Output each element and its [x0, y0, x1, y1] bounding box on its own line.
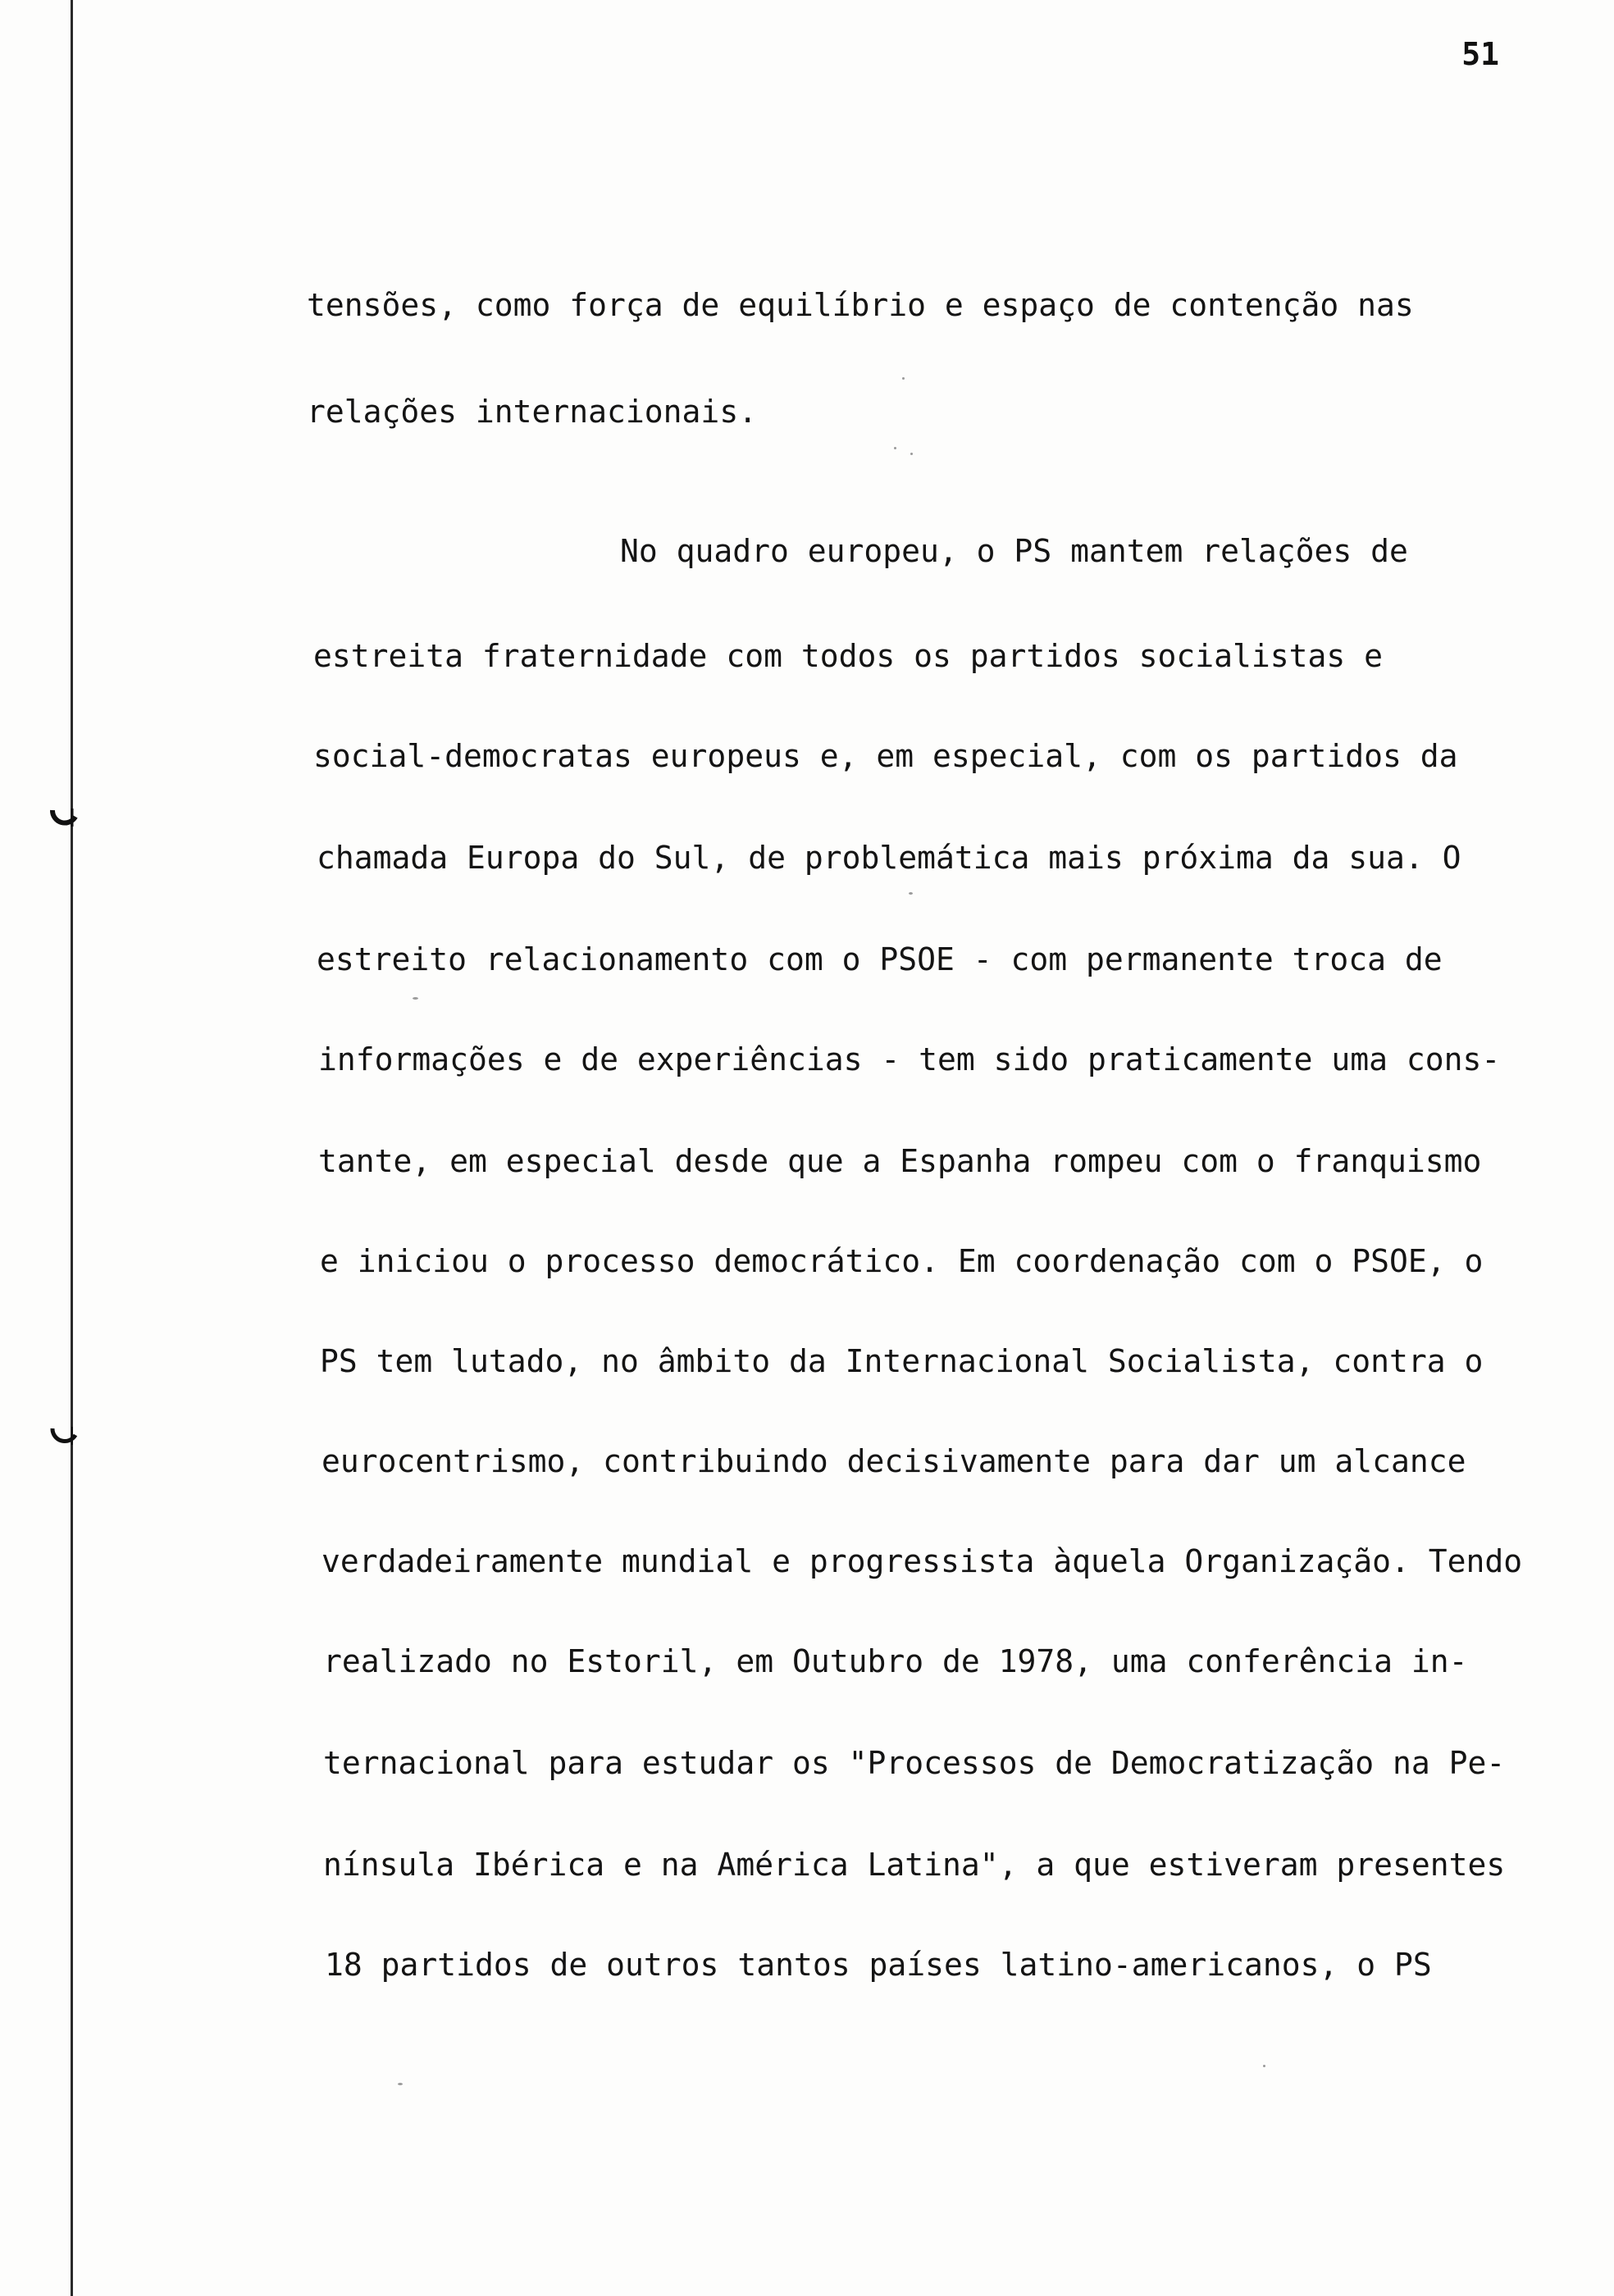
- scan-speck: [398, 2083, 403, 2085]
- text-line: nínsula Ibérica e na América Latina", a que estiveram presentes: [323, 1847, 1506, 1883]
- binding-margin-line: [71, 0, 73, 2296]
- scan-speck: [1263, 2065, 1265, 2067]
- text-line: chamada Europa do Sul, de problemática mais próxima da sua. O: [317, 840, 1461, 876]
- text-line: No quadro europeu, o PS mantem relações de: [620, 533, 1408, 569]
- text-line: realizado no Estoril, em Outubro de 1978, uma conferência in-: [323, 1643, 1468, 1679]
- text-line: estreita fraternidade com todos os partidos socialistas e: [313, 638, 1384, 674]
- scan-speck: [910, 453, 913, 455]
- text-line: e iniciou o processo democrático. Em coordenação com o PSOE, o: [320, 1243, 1484, 1279]
- text-line: ternacional para estudar os "Processos de Democratização na Pe-: [323, 1745, 1506, 1781]
- scan-speck: [413, 997, 418, 1000]
- text-line: relações internacionais.: [307, 394, 758, 430]
- page-number: 51: [1461, 36, 1499, 72]
- scan-speck: [902, 377, 905, 380]
- text-line: informações e de experiências - tem sido praticamente uma cons-: [318, 1041, 1501, 1077]
- text-line: 18 partidos de outros tantos países latino-americanos, o PS: [325, 1947, 1432, 1983]
- scan-speck: [894, 447, 896, 449]
- text-line: verdadeiramente mundial e progressista àquela Organização. Tendo: [321, 1543, 1523, 1579]
- punch-hole-icon: [48, 805, 80, 838]
- text-line: social-democratas europeus e, em especial, com os partidos da: [313, 738, 1458, 774]
- punch-hole-icon: [48, 1424, 80, 1456]
- text-line: eurocentrismo, contribuindo decisivamente para dar um alcance: [321, 1443, 1466, 1479]
- text-line: tante, em especial desde que a Espanha rompeu com o franquismo: [318, 1143, 1482, 1179]
- text-line: estreito relacionamento com o PSOE - com permanente troca de: [317, 941, 1443, 977]
- text-line: PS tem lutado, no âmbito da Internacional Socialista, contra o: [320, 1343, 1484, 1379]
- text-line: tensões, como força de equilíbrio e espaço de contenção nas: [307, 287, 1414, 323]
- scan-speck: [909, 892, 913, 895]
